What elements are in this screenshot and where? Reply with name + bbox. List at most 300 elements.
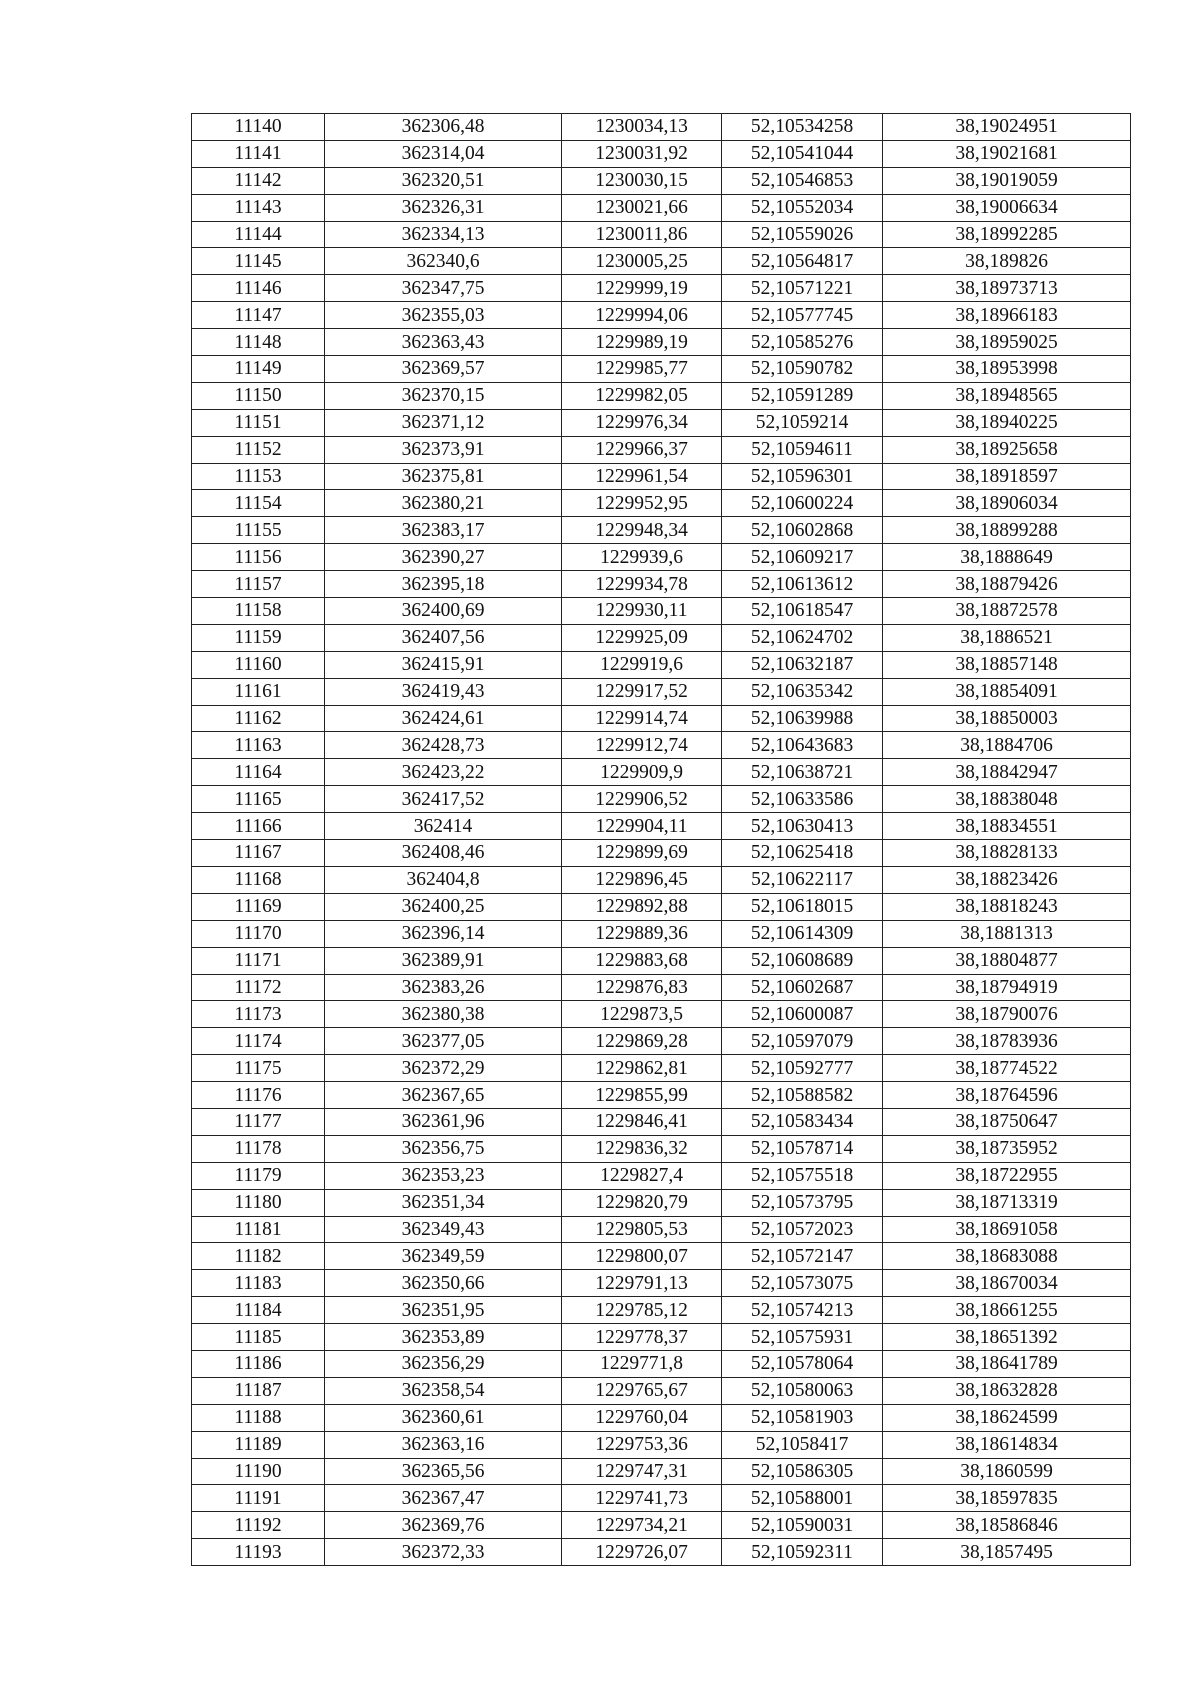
longitude-cell: 38,189826: [883, 248, 1131, 275]
y-coordinate-cell: 1230034,13: [562, 114, 722, 141]
point-number-cell: 11149: [192, 356, 325, 383]
table-row: [192, 947, 1131, 974]
x-coordinate-cell: 362306,48: [325, 114, 562, 141]
longitude-cell: 38,18842947: [883, 759, 1131, 786]
latitude-cell: 52,10586305: [722, 1458, 883, 1485]
x-coordinate-cell: 362400,69: [325, 598, 562, 625]
point-number-cell: 11141: [192, 140, 325, 167]
longitude-cell: 38,1888649: [883, 544, 1131, 571]
x-coordinate-cell: 362407,56: [325, 624, 562, 651]
x-coordinate-cell: 362365,56: [325, 1458, 562, 1485]
point-number-cell: 11173: [192, 1001, 325, 1028]
table-row: [192, 759, 1131, 786]
table-row: [192, 194, 1131, 221]
longitude-cell: 38,18670034: [883, 1270, 1131, 1297]
y-coordinate-cell: 1229862,81: [562, 1055, 722, 1082]
x-coordinate-cell: 362314,04: [325, 140, 562, 167]
table-row: [192, 167, 1131, 194]
y-coordinate-cell: 1229771,8: [562, 1350, 722, 1377]
point-number-cell: 11179: [192, 1162, 325, 1189]
latitude-cell: 52,10571221: [722, 275, 883, 302]
y-coordinate-cell: 1229778,37: [562, 1324, 722, 1351]
longitude-cell: 38,19019059: [883, 167, 1131, 194]
y-coordinate-cell: 1229989,19: [562, 329, 722, 356]
x-coordinate-cell: 362373,91: [325, 436, 562, 463]
point-number-cell: 11159: [192, 624, 325, 651]
longitude-cell: 38,18790076: [883, 1001, 1131, 1028]
point-number-cell: 11188: [192, 1404, 325, 1431]
table-row: [192, 409, 1131, 436]
y-coordinate-cell: 1229952,95: [562, 490, 722, 517]
y-coordinate-cell: 1229961,54: [562, 463, 722, 490]
latitude-cell: 52,10597079: [722, 1028, 883, 1055]
latitude-cell: 52,10552034: [722, 194, 883, 221]
table-row: [192, 1001, 1131, 1028]
latitude-cell: 52,10585276: [722, 329, 883, 356]
point-number-cell: 11155: [192, 517, 325, 544]
table-row: [192, 598, 1131, 625]
x-coordinate-cell: 362361,96: [325, 1108, 562, 1135]
y-coordinate-cell: 1229912,74: [562, 732, 722, 759]
x-coordinate-cell: 362372,33: [325, 1539, 562, 1566]
point-number-cell: 11186: [192, 1350, 325, 1377]
x-coordinate-cell: 362390,27: [325, 544, 562, 571]
y-coordinate-cell: 1229909,9: [562, 759, 722, 786]
x-coordinate-cell: 362424,61: [325, 705, 562, 732]
x-coordinate-cell: 362408,46: [325, 840, 562, 867]
point-number-cell: 11185: [192, 1324, 325, 1351]
x-coordinate-cell: 362372,29: [325, 1055, 562, 1082]
latitude-cell: 52,10613612: [722, 571, 883, 598]
x-coordinate-cell: 362347,75: [325, 275, 562, 302]
x-coordinate-cell: 362360,61: [325, 1404, 562, 1431]
point-number-cell: 11178: [192, 1135, 325, 1162]
table-row: [192, 221, 1131, 248]
table-row: [192, 382, 1131, 409]
point-number-cell: 11184: [192, 1297, 325, 1324]
x-coordinate-cell: 362419,43: [325, 678, 562, 705]
table-row: [192, 248, 1131, 275]
latitude-cell: 52,10632187: [722, 651, 883, 678]
point-number-cell: 11150: [192, 382, 325, 409]
point-number-cell: 11181: [192, 1216, 325, 1243]
table-row: [192, 1243, 1131, 1270]
latitude-cell: 52,10564817: [722, 248, 883, 275]
point-number-cell: 11171: [192, 947, 325, 974]
table-row: [192, 920, 1131, 947]
table-row: [192, 813, 1131, 840]
latitude-cell: 52,10592311: [722, 1539, 883, 1566]
point-number-cell: 11152: [192, 436, 325, 463]
longitude-cell: 38,18713319: [883, 1189, 1131, 1216]
x-coordinate-cell: 362363,43: [325, 329, 562, 356]
x-coordinate-cell: 362428,73: [325, 732, 562, 759]
longitude-cell: 38,18940225: [883, 409, 1131, 436]
x-coordinate-cell: 362389,91: [325, 947, 562, 974]
table-row: [192, 974, 1131, 1001]
latitude-cell: 52,10592777: [722, 1055, 883, 1082]
table-row: [192, 463, 1131, 490]
latitude-cell: 52,10577745: [722, 302, 883, 329]
latitude-cell: 52,10639988: [722, 705, 883, 732]
longitude-cell: 38,18823426: [883, 866, 1131, 893]
x-coordinate-cell: 362353,89: [325, 1324, 562, 1351]
x-coordinate-cell: 362414: [325, 813, 562, 840]
y-coordinate-cell: 1229846,41: [562, 1108, 722, 1135]
x-coordinate-cell: 362369,57: [325, 356, 562, 383]
latitude-cell: 52,10618015: [722, 893, 883, 920]
latitude-cell: 52,10578714: [722, 1135, 883, 1162]
y-coordinate-cell: 1229747,31: [562, 1458, 722, 1485]
y-coordinate-cell: 1229760,04: [562, 1404, 722, 1431]
table-row: [192, 866, 1131, 893]
latitude-cell: 52,10638721: [722, 759, 883, 786]
point-number-cell: 11156: [192, 544, 325, 571]
x-coordinate-cell: 362358,54: [325, 1377, 562, 1404]
latitude-cell: 52,10622117: [722, 866, 883, 893]
y-coordinate-cell: 1230030,15: [562, 167, 722, 194]
point-number-cell: 11190: [192, 1458, 325, 1485]
y-coordinate-cell: 1229976,34: [562, 409, 722, 436]
y-coordinate-cell: 1230031,92: [562, 140, 722, 167]
longitude-cell: 38,18918597: [883, 463, 1131, 490]
latitude-cell: 52,10624702: [722, 624, 883, 651]
point-number-cell: 11142: [192, 167, 325, 194]
point-number-cell: 11177: [192, 1108, 325, 1135]
point-number-cell: 11158: [192, 598, 325, 625]
latitude-cell: 52,10575518: [722, 1162, 883, 1189]
x-coordinate-cell: 362350,66: [325, 1270, 562, 1297]
longitude-cell: 38,18661255: [883, 1297, 1131, 1324]
y-coordinate-cell: 1229741,73: [562, 1485, 722, 1512]
x-coordinate-cell: 362340,6: [325, 248, 562, 275]
longitude-cell: 38,18586846: [883, 1512, 1131, 1539]
longitude-cell: 38,18872578: [883, 598, 1131, 625]
point-number-cell: 11180: [192, 1189, 325, 1216]
latitude-cell: 52,10618547: [722, 598, 883, 625]
x-coordinate-cell: 362423,22: [325, 759, 562, 786]
table-row: [192, 1108, 1131, 1135]
longitude-cell: 38,18683088: [883, 1243, 1131, 1270]
x-coordinate-cell: 362349,59: [325, 1243, 562, 1270]
longitude-cell: 38,18641789: [883, 1350, 1131, 1377]
longitude-cell: 38,18966183: [883, 302, 1131, 329]
table-row: [192, 1082, 1131, 1109]
latitude-cell: 52,10590031: [722, 1512, 883, 1539]
longitude-cell: 38,18735952: [883, 1135, 1131, 1162]
y-coordinate-cell: 1229734,21: [562, 1512, 722, 1539]
longitude-cell: 38,18834551: [883, 813, 1131, 840]
table-row: [192, 1297, 1131, 1324]
point-number-cell: 11174: [192, 1028, 325, 1055]
latitude-cell: 52,10573795: [722, 1189, 883, 1216]
longitude-cell: 38,18804877: [883, 947, 1131, 974]
table-row: [192, 1055, 1131, 1082]
point-number-cell: 11145: [192, 248, 325, 275]
latitude-cell: 52,10581903: [722, 1404, 883, 1431]
y-coordinate-cell: 1229917,52: [562, 678, 722, 705]
point-number-cell: 11161: [192, 678, 325, 705]
point-number-cell: 11168: [192, 866, 325, 893]
point-number-cell: 11144: [192, 221, 325, 248]
point-number-cell: 11153: [192, 463, 325, 490]
x-coordinate-cell: 362367,47: [325, 1485, 562, 1512]
point-number-cell: 11160: [192, 651, 325, 678]
table-row: [192, 1512, 1131, 1539]
x-coordinate-cell: 362326,31: [325, 194, 562, 221]
y-coordinate-cell: 1229800,07: [562, 1243, 722, 1270]
longitude-cell: 38,18906034: [883, 490, 1131, 517]
table-row: [192, 1350, 1131, 1377]
x-coordinate-cell: 362349,43: [325, 1216, 562, 1243]
x-coordinate-cell: 362371,12: [325, 409, 562, 436]
longitude-cell: 38,18879426: [883, 571, 1131, 598]
point-number-cell: 11140: [192, 114, 325, 141]
y-coordinate-cell: 1229753,36: [562, 1431, 722, 1458]
table-row: [192, 275, 1131, 302]
table-row: [192, 1324, 1131, 1351]
longitude-cell: 38,18828133: [883, 840, 1131, 867]
table-row: [192, 1404, 1131, 1431]
latitude-cell: 52,10602868: [722, 517, 883, 544]
y-coordinate-cell: 1229919,6: [562, 651, 722, 678]
x-coordinate-cell: 362377,05: [325, 1028, 562, 1055]
table-row: [192, 490, 1131, 517]
point-number-cell: 11187: [192, 1377, 325, 1404]
point-number-cell: 11176: [192, 1082, 325, 1109]
x-coordinate-cell: 362356,29: [325, 1350, 562, 1377]
table-row: [192, 1189, 1131, 1216]
latitude-cell: 52,10572147: [722, 1243, 883, 1270]
latitude-cell: 52,10534258: [722, 114, 883, 141]
longitude-cell: 38,18632828: [883, 1377, 1131, 1404]
longitude-cell: 38,18691058: [883, 1216, 1131, 1243]
longitude-cell: 38,1881313: [883, 920, 1131, 947]
point-number-cell: 11147: [192, 302, 325, 329]
point-number-cell: 11191: [192, 1485, 325, 1512]
y-coordinate-cell: 1229876,83: [562, 974, 722, 1001]
y-coordinate-cell: 1229869,28: [562, 1028, 722, 1055]
longitude-cell: 38,18624599: [883, 1404, 1131, 1431]
y-coordinate-cell: 1229939,6: [562, 544, 722, 571]
table-row: [192, 1028, 1131, 1055]
latitude-cell: 52,10591289: [722, 382, 883, 409]
x-coordinate-cell: 362383,26: [325, 974, 562, 1001]
table-row: [192, 1135, 1131, 1162]
longitude-cell: 38,1860599: [883, 1458, 1131, 1485]
latitude-cell: 52,10608689: [722, 947, 883, 974]
y-coordinate-cell: 1229994,06: [562, 302, 722, 329]
longitude-cell: 38,18925658: [883, 436, 1131, 463]
y-coordinate-cell: 1229883,68: [562, 947, 722, 974]
latitude-cell: 52,1059214: [722, 409, 883, 436]
longitude-cell: 38,19021681: [883, 140, 1131, 167]
table-row: [192, 1270, 1131, 1297]
y-coordinate-cell: 1229914,74: [562, 705, 722, 732]
point-number-cell: 11165: [192, 786, 325, 813]
table-row: [192, 436, 1131, 463]
longitude-cell: 38,18818243: [883, 893, 1131, 920]
y-coordinate-cell: 1229999,19: [562, 275, 722, 302]
latitude-cell: 52,10614309: [722, 920, 883, 947]
point-number-cell: 11166: [192, 813, 325, 840]
point-number-cell: 11146: [192, 275, 325, 302]
x-coordinate-cell: 362417,52: [325, 786, 562, 813]
point-number-cell: 11151: [192, 409, 325, 436]
y-coordinate-cell: 1229836,32: [562, 1135, 722, 1162]
y-coordinate-cell: 1229827,4: [562, 1162, 722, 1189]
x-coordinate-cell: 362353,23: [325, 1162, 562, 1189]
x-coordinate-cell: 362320,51: [325, 167, 562, 194]
y-coordinate-cell: 1229934,78: [562, 571, 722, 598]
latitude-cell: 52,10625418: [722, 840, 883, 867]
y-coordinate-cell: 1229785,12: [562, 1297, 722, 1324]
point-number-cell: 11182: [192, 1243, 325, 1270]
latitude-cell: 52,10588582: [722, 1082, 883, 1109]
table-row: [192, 571, 1131, 598]
y-coordinate-cell: 1229966,37: [562, 436, 722, 463]
latitude-cell: 52,10573075: [722, 1270, 883, 1297]
table-row: [192, 114, 1131, 141]
longitude-cell: 38,18722955: [883, 1162, 1131, 1189]
point-number-cell: 11157: [192, 571, 325, 598]
y-coordinate-cell: 1229930,11: [562, 598, 722, 625]
table-row: [192, 624, 1131, 651]
longitude-cell: 38,18992285: [883, 221, 1131, 248]
y-coordinate-cell: 1229899,69: [562, 840, 722, 867]
table-row: [192, 678, 1131, 705]
y-coordinate-cell: 1229896,45: [562, 866, 722, 893]
table-row: [192, 1377, 1131, 1404]
longitude-cell: 38,18959025: [883, 329, 1131, 356]
latitude-cell: 52,10575931: [722, 1324, 883, 1351]
longitude-cell: 38,18854091: [883, 678, 1131, 705]
table-row: [192, 1216, 1131, 1243]
longitude-cell: 38,18597835: [883, 1485, 1131, 1512]
latitude-cell: 52,10588001: [722, 1485, 883, 1512]
latitude-cell: 52,10559026: [722, 221, 883, 248]
point-number-cell: 11172: [192, 974, 325, 1001]
longitude-cell: 38,18614834: [883, 1431, 1131, 1458]
x-coordinate-cell: 362367,65: [325, 1082, 562, 1109]
latitude-cell: 52,10583434: [722, 1108, 883, 1135]
table-row: [192, 1458, 1131, 1485]
y-coordinate-cell: 1229889,36: [562, 920, 722, 947]
table-row: [192, 140, 1131, 167]
longitude-cell: 38,18973713: [883, 275, 1131, 302]
table-row: [192, 732, 1131, 759]
table-row: [192, 840, 1131, 867]
latitude-cell: 52,10546853: [722, 167, 883, 194]
latitude-cell: 52,10596301: [722, 463, 883, 490]
y-coordinate-cell: 1229805,53: [562, 1216, 722, 1243]
latitude-cell: 52,10594611: [722, 436, 883, 463]
longitude-cell: 38,18953998: [883, 356, 1131, 383]
longitude-cell: 38,18850003: [883, 705, 1131, 732]
point-number-cell: 11167: [192, 840, 325, 867]
x-coordinate-cell: 362415,91: [325, 651, 562, 678]
y-coordinate-cell: 1229726,07: [562, 1539, 722, 1566]
y-coordinate-cell: 1229906,52: [562, 786, 722, 813]
y-coordinate-cell: 1229948,34: [562, 517, 722, 544]
x-coordinate-cell: 362383,17: [325, 517, 562, 544]
y-coordinate-cell: 1229892,88: [562, 893, 722, 920]
table-row: [192, 1539, 1131, 1566]
point-number-cell: 11154: [192, 490, 325, 517]
y-coordinate-cell: 1229765,67: [562, 1377, 722, 1404]
latitude-cell: 52,10574213: [722, 1297, 883, 1324]
y-coordinate-cell: 1229873,5: [562, 1001, 722, 1028]
coordinates-table-body: [192, 114, 1131, 1566]
x-coordinate-cell: 362380,38: [325, 1001, 562, 1028]
table-row: [192, 302, 1131, 329]
point-number-cell: 11192: [192, 1512, 325, 1539]
x-coordinate-cell: 362363,16: [325, 1431, 562, 1458]
longitude-cell: 38,18651392: [883, 1324, 1131, 1351]
table-row: [192, 1431, 1131, 1458]
point-number-cell: 11175: [192, 1055, 325, 1082]
x-coordinate-cell: 362356,75: [325, 1135, 562, 1162]
longitude-cell: 38,1886521: [883, 624, 1131, 651]
longitude-cell: 38,18774522: [883, 1055, 1131, 1082]
table-row: [192, 893, 1131, 920]
point-number-cell: 11163: [192, 732, 325, 759]
point-number-cell: 11193: [192, 1539, 325, 1566]
longitude-cell: 38,1884706: [883, 732, 1131, 759]
x-coordinate-cell: 362380,21: [325, 490, 562, 517]
longitude-cell: 38,18764596: [883, 1082, 1131, 1109]
y-coordinate-cell: 1229925,09: [562, 624, 722, 651]
longitude-cell: 38,18899288: [883, 517, 1131, 544]
latitude-cell: 52,10600224: [722, 490, 883, 517]
table-row: [192, 356, 1131, 383]
y-coordinate-cell: 1229904,11: [562, 813, 722, 840]
latitude-cell: 52,10635342: [722, 678, 883, 705]
latitude-cell: 52,10609217: [722, 544, 883, 571]
x-coordinate-cell: 362351,34: [325, 1189, 562, 1216]
coordinates-table: [191, 113, 1131, 1566]
x-coordinate-cell: 362396,14: [325, 920, 562, 947]
table-row: [192, 705, 1131, 732]
table-row: [192, 1485, 1131, 1512]
latitude-cell: 52,10578064: [722, 1350, 883, 1377]
x-coordinate-cell: 362375,81: [325, 463, 562, 490]
x-coordinate-cell: 362400,25: [325, 893, 562, 920]
table-row: [192, 1162, 1131, 1189]
longitude-cell: 38,18783936: [883, 1028, 1131, 1055]
x-coordinate-cell: 362404,8: [325, 866, 562, 893]
table-row: [192, 651, 1131, 678]
y-coordinate-cell: 1229985,77: [562, 356, 722, 383]
longitude-cell: 38,19006634: [883, 194, 1131, 221]
x-coordinate-cell: 362351,95: [325, 1297, 562, 1324]
latitude-cell: 52,10630413: [722, 813, 883, 840]
longitude-cell: 38,18948565: [883, 382, 1131, 409]
point-number-cell: 11148: [192, 329, 325, 356]
y-coordinate-cell: 1230005,25: [562, 248, 722, 275]
point-number-cell: 11183: [192, 1270, 325, 1297]
longitude-cell: 38,19024951: [883, 114, 1131, 141]
latitude-cell: 52,10602687: [722, 974, 883, 1001]
x-coordinate-cell: 362334,13: [325, 221, 562, 248]
latitude-cell: 52,10580063: [722, 1377, 883, 1404]
latitude-cell: 52,10633586: [722, 786, 883, 813]
table-row: [192, 786, 1131, 813]
latitude-cell: 52,1058417: [722, 1431, 883, 1458]
latitude-cell: 52,10541044: [722, 140, 883, 167]
table-row: [192, 544, 1131, 571]
point-number-cell: 11189: [192, 1431, 325, 1458]
